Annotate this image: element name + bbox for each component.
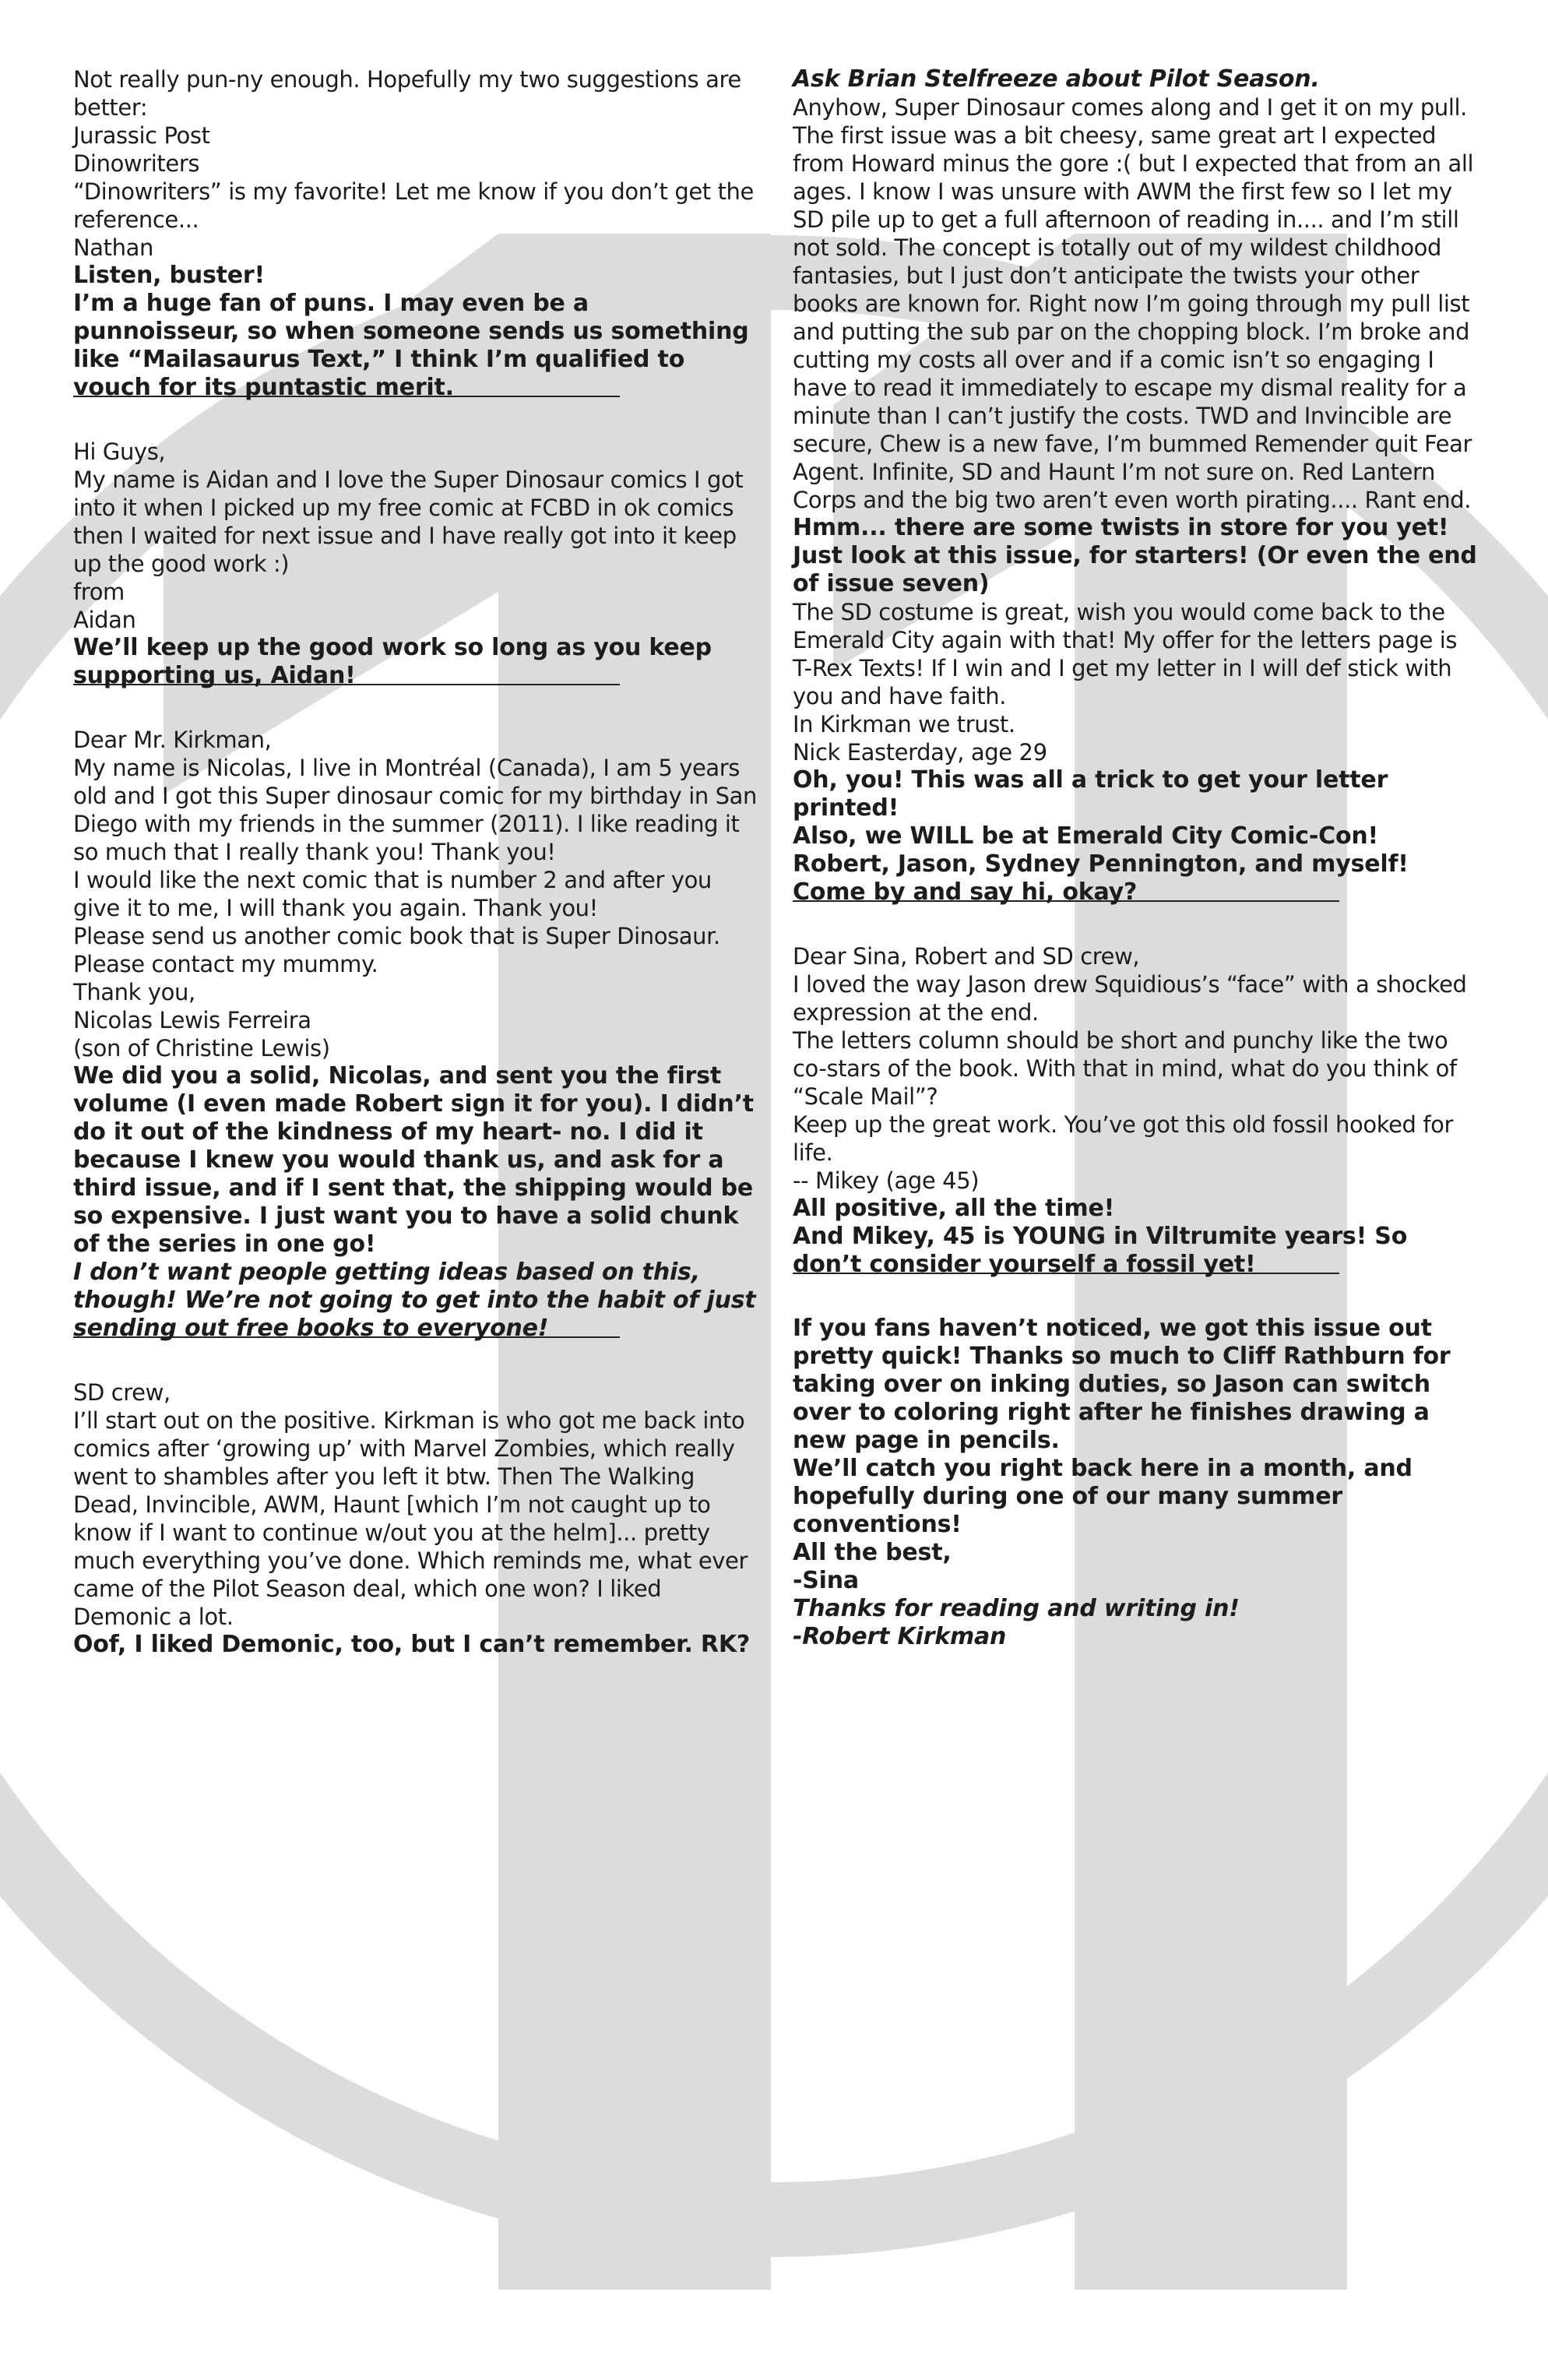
editor-reply: Oh, you! This was all a trick to get your letter printed! [793,766,1388,822]
letter-paragraph: Hi Guys, [73,438,166,465]
editor-reply: I’m a huge fan of puns. I may even be a punnoisseur, so when someone sends us something like “Mailasaurus Text,” I think I’m qualified to vouch for its puntastic merit. [73,290,749,401]
editor-reply: We’ll catch you right back here in a month, and hopefully during one of our many summer conventions! [793,1455,1413,1538]
letter-paragraph: Nathan [73,234,153,261]
letter-paragraph: SD crew, [73,1379,171,1406]
letter-paragraph: Thank you, [73,979,195,1005]
letter-paragraph: “Dinowriters” is my favorite! Let me know if you don’t get the reference... [73,178,754,233]
editor-reply: Oof, I liked Demonic, too, but I can’t remember. RK? [73,1631,751,1658]
letter-paragraph: In Kirkman we trust. [793,711,1015,738]
editor-reply: -Sina [793,1567,859,1594]
letter-paragraph: Nick Easterday, age 29 [793,739,1047,766]
editor-reply: And Mikey, 45 is YOUNG in Viltrumite years! So don’t consider yourself a fossil yet! [793,1223,1408,1278]
editor-reply: Hmm... there are some twists in store for you yet! Just look at this issue, for starters! (Or even the end of issue seven) [793,514,1477,597]
editor-reply-italic: Thanks for reading and writing in! [793,1595,1240,1622]
letter-paragraph: Keep up the great work. You’ve got this old fossil hooked for life. [793,1111,1454,1166]
editor-reply: We’ll keep up the good work so long as you keep supporting us, Aidan! [73,634,712,689]
letter-paragraph: -- Mikey (age 45) [793,1167,980,1194]
letter-paragraph: Jurassic Post Dinowriters [73,122,210,177]
letter-paragraph: I’ll start out on the positive. Kirkman is who got me back into comics after ‘growing up’ with Marvel Zombies, which really went to shambles after you left it btw. Then The Walking Dead, Invincible, AWM, Haunt [which I’m not caught up to know if I want to continue w/out you at the helm]... pretty much everything you’ve done. Which reminds me, what ever came of the Pilot Season deal, which one won? I liked Demonic a lot. [73,1407,748,1630]
editor-reply: If you fans haven’t noticed, we got this issue out pretty quick! Thanks so much to Cliff Rathburn for taking over on inking duties, so Jason can switch over to coloring right after he finishes drawing a new page in pencils. [793,1315,1451,1454]
letter-paragraph: Anyhow, Super Dinosaur comes along and I get it on my pull. The first issue was a bit cheesy, same great art I expected from Howard minus the gore :( but I expected that from an all ages. I know I was unsure with AWM the first few so I let my SD pile up to get a full afternoon of reading in.... and I’m still not sold. The concept is totally out of my wildest childhood fantasies, but I just don’t anticipate the twists your other books are known for. Right now I’m going through my pull list and putting the sub par on the chopping block. I’m broke and cutting my costs all over and if a comic isn’t so engaging I have to read it immediately to escape my dismal reality for a minute than I can’t justify the costs. TWD and Invincible are secure, Chew is a new fave, I’m bummed Remender quit Fear Agent. Infinite, SD and Haunt I’m not sure on. Red Lantern Corps and the big two aren’t even worth pirating.... Rant end. [793,94,1474,513]
letter-paragraph: from Aidan [73,579,136,633]
letter-paragraph: I would like the next comic that is number 2 and after you give it to me, I will thank you again. Thank you! [73,867,712,921]
letter-paragraph: My name is Nicolas, I live in Montréal (Canada), I am 5 years old and I got this Super dinosaur comic for my birthday in San Diego with my friends in the summer (2011). I like reading it so much that I really thank you! Thank you! [73,755,758,865]
editor-reply: We did you a solid, Nicolas, and sent you the first volume (I even made Robert sign it for you). I didn’t do it out of the kindness of my heart- no. I did it because I knew you would thank us, and ask for a third issue, and if I sent that, the shipping would be so expensive. I just want you to have a solid chunk of the series in one go! [73,1062,754,1258]
letter-paragraph: I loved the way Jason drew Squidious’s “face” with a shocked expression at the end. [793,971,1467,1026]
letter-paragraph: Not really pun-ny enough. Hopefully my two suggestions are better: [73,66,741,121]
letter-paragraph: The SD costume is great, wish you would come back to the Emerald City again with that! My offer for the letters page is T-Rex Texts! If I win and I get my letter in I will def stick with you and have faith. [793,599,1458,709]
editor-reply: Listen, buster! [73,262,265,289]
letter-paragraph: Dear Mr. Kirkman, [73,727,272,753]
letter-paragraph: The letters column should be short and punchy like the two co-stars of the book. With that in mind, what do you think of “Scale Mail”? [793,1027,1457,1110]
letter-paragraph: Please contact my mummy. [73,951,378,977]
left-column [73,65,758,1659]
editor-reply: All positive, all the time! [793,1195,1115,1222]
editor-reply-italic: -Robert Kirkman [793,1623,1007,1650]
letter-paragraph: Please send us another comic book that is Super Dinosaur. [73,923,720,949]
letter-paragraph: Nicolas Lewis Ferreira (son of Christine Lewis) [73,1007,330,1061]
editor-reply: Also, we WILL be at Emerald City Comic-Con! Robert, Jason, Sydney Pennington, and myself! Come by and say hi, okay? [793,822,1409,906]
editor-reply-italic: I don’t want people getting ideas based on this, though! We’re not going to get into the habit of just sending out free books to everyone! [73,1259,756,1342]
letter-paragraph: Dear Sina, Robert and SD crew, [793,943,1140,970]
editor-reply: All the best, [793,1539,952,1566]
letter-paragraph: My name is Aidan and I love the Super Dinosaur comics I got into it when I picked up my free comic at FCBD in ok comics then I waited for next issue and I have really got into it keep up the good work :) [73,466,744,577]
right-column [793,65,1478,1651]
editor-reply-italic: Ask Brian Stelfreeze about Pilot Season. [793,65,1320,93]
